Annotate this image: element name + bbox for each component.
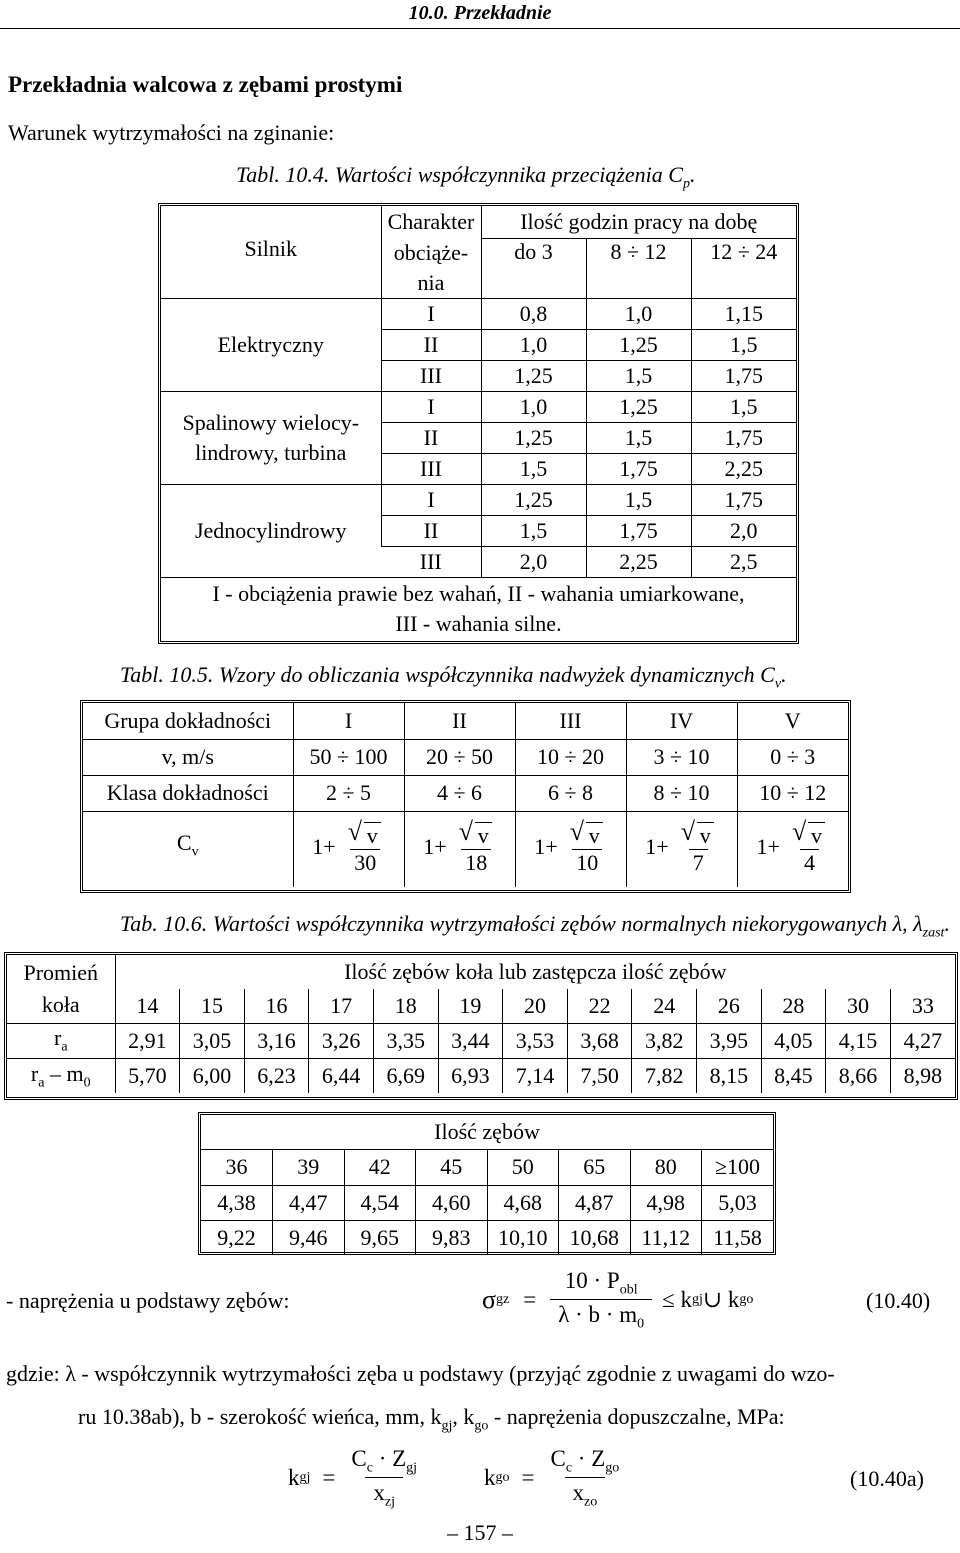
teeth-cell: 15 xyxy=(180,989,245,1023)
teeth-header: Ilość zębów koła lub zastępcza ilość zębów xyxy=(115,955,955,989)
para-line-1: gdzie: λ - współczynnik wytrzymałości zęba u podstawy (przyjąć zgodnie z uwagami do wzo- xyxy=(6,1361,835,1386)
col-char-1: Charakter xyxy=(381,206,481,238)
class-cell: 8 ÷ 10 xyxy=(626,775,737,811)
ra-cell: 3,16 xyxy=(244,1023,309,1058)
ra-cell: 4,54 xyxy=(344,1185,416,1220)
teeth-cell: 42 xyxy=(344,1149,416,1185)
ra-cell: 2,91 xyxy=(115,1023,180,1058)
value-cell: 1,5 xyxy=(481,453,586,484)
value-cell: 1,5 xyxy=(481,515,586,546)
teeth-cell: 28 xyxy=(761,989,826,1023)
table4 xyxy=(201,1115,773,1255)
value-cell: 1,5 xyxy=(691,391,796,422)
ram-cell: 8,66 xyxy=(826,1058,891,1093)
value-cell: 1,25 xyxy=(481,422,586,453)
value-cell: 1,5 xyxy=(691,329,796,360)
table1 xyxy=(161,206,796,641)
value-cell: 1,0 xyxy=(586,298,691,329)
table1-note: I - obciążenia prawie bez wahań, II - wahania umiarkowane, III - wahania silne. xyxy=(161,577,796,641)
ram-cell: 9,83 xyxy=(416,1220,488,1255)
cv-formula: 1+ √ $\frac{v}{18}$ xyxy=(404,811,515,887)
table2-caption: Tabl. 10.5. Wzory do obliczania współczynnika nadwyżek dynamicznych $C_v$. xyxy=(120,662,787,692)
ram-cell: 10,10 xyxy=(487,1220,559,1255)
group-cell: IV xyxy=(626,703,737,739)
teeth-cell: 50 xyxy=(487,1149,559,1185)
ra-cell: 4,05 xyxy=(761,1023,826,1058)
hours-2: 12 ÷ 24 xyxy=(691,238,796,298)
ram-cell: 6,44 xyxy=(309,1058,374,1093)
value-cell: 1,25 xyxy=(586,329,691,360)
value-cell: 1,0 xyxy=(481,329,586,360)
ram-cell: 7,14 xyxy=(503,1058,568,1093)
equation-10-40: σ gz = $\frac{10 \cdot P_{obl}}{\lambda \cdot b \cdot m_0}$ ≤ k gj ∪ k go xyxy=(482,1268,754,1332)
teeth-cell: 14 xyxy=(115,989,180,1023)
teeth-cell: 30 xyxy=(826,989,891,1023)
value-cell: 1,25 xyxy=(481,360,586,391)
ra-cell: 3,68 xyxy=(567,1023,632,1058)
teeth-cell: 65 xyxy=(559,1149,631,1185)
eq1-label: - naprężenia u podstawy zębów: xyxy=(6,1288,290,1313)
engine-elektryczny: Elektryczny xyxy=(161,298,381,391)
ram-cell: 9,22 xyxy=(201,1220,273,1255)
row-label-speed: v, m/s xyxy=(83,739,293,775)
teeth-cell: 16 xyxy=(244,989,309,1023)
teeth-header-2: Ilość zębów xyxy=(201,1115,773,1149)
ram-cell: 7,50 xyxy=(567,1058,632,1093)
ra-label: $r_a$ xyxy=(7,1023,115,1058)
value-cell: 2,25 xyxy=(691,453,796,484)
value-cell: 1,5 xyxy=(586,484,691,515)
ra-cell: 3,05 xyxy=(180,1023,245,1058)
load-class: II xyxy=(381,329,481,360)
table3-caption: Tab. 10.6. Wartości współczynnika wytrzymałości zębów normalnych niekorygowanych λ, $\lambda_{zast}$. xyxy=(120,911,950,941)
ra-cell: 4,87 xyxy=(559,1185,631,1220)
cv-label: $C_v$ xyxy=(83,811,293,887)
class-cell: 10 ÷ 12 xyxy=(737,775,848,811)
ra-cell: 4,98 xyxy=(630,1185,702,1220)
group-cell: I xyxy=(293,703,404,739)
value-cell: 1,5 xyxy=(586,422,691,453)
load-class: II xyxy=(381,422,481,453)
col-radius: Promień koła xyxy=(7,955,115,1023)
value-cell: 0,8 xyxy=(481,298,586,329)
value-cell: 1,5 xyxy=(586,360,691,391)
speed-cell: 10 ÷ 20 xyxy=(515,739,626,775)
value-cell: 1,25 xyxy=(481,484,586,515)
ra-cell: 3,44 xyxy=(438,1023,503,1058)
ram-cell: 6,69 xyxy=(373,1058,438,1093)
ra-cell: 4,38 xyxy=(201,1185,273,1220)
teeth-cell: 80 xyxy=(630,1149,702,1185)
ram-cell: 11,12 xyxy=(630,1220,702,1255)
teeth-cell: 20 xyxy=(503,989,568,1023)
teeth-cell: 19 xyxy=(438,989,503,1023)
ram-cell: 8,45 xyxy=(761,1058,826,1093)
ram-cell: 6,93 xyxy=(438,1058,503,1093)
class-cell: 6 ÷ 8 xyxy=(515,775,626,811)
load-class: III xyxy=(381,360,481,391)
load-class: III xyxy=(381,453,481,484)
hours-0: do 3 xyxy=(481,238,586,298)
cv-formula: 1+ √ $\frac{v}{4}$ xyxy=(737,811,848,887)
speed-cell: 0 ÷ 3 xyxy=(737,739,848,775)
ram-cell: 10,68 xyxy=(559,1220,631,1255)
value-cell: 1,75 xyxy=(691,484,796,515)
ram-label: $r_a - m_0$ xyxy=(7,1058,115,1093)
col-silnik: Silnik xyxy=(244,236,298,261)
engine-spalinowy: Spalinowy wielocy- lindrowy, turbina xyxy=(161,391,381,484)
ram-cell: 5,70 xyxy=(115,1058,180,1093)
teeth-cell: 17 xyxy=(309,989,374,1023)
teeth-cell: 36 xyxy=(201,1149,273,1185)
ra-cell: 3,53 xyxy=(503,1023,568,1058)
value-cell: 1,15 xyxy=(691,298,796,329)
load-class: I xyxy=(381,484,481,515)
ra-cell: 3,35 xyxy=(373,1023,438,1058)
table3 xyxy=(7,955,955,1093)
ram-cell: 9,65 xyxy=(344,1220,416,1255)
page-number: – 157 – xyxy=(447,1520,513,1545)
row-label-group: Grupa dokładności xyxy=(83,703,293,739)
teeth-cell: 22 xyxy=(567,989,632,1023)
ram-cell: 6,23 xyxy=(244,1058,309,1093)
value-cell: 1,75 xyxy=(586,515,691,546)
value-cell: 2,25 xyxy=(586,546,691,577)
page-header: 10.0. Przekładnie xyxy=(408,2,552,24)
equation-kgj: k gj = $\frac{C_c \cdot Z_{gj}}{x_{zj}}$ xyxy=(288,1446,418,1510)
table1-caption: Tabl. 10.4. Wartości współczynnika przeciążenia $C_p$. xyxy=(236,162,696,192)
ra-cell: 4,47 xyxy=(273,1185,345,1220)
ra-cell: 5,03 xyxy=(702,1185,774,1220)
load-class: I xyxy=(381,391,481,422)
ram-cell: 7,82 xyxy=(632,1058,697,1093)
col-hours: Ilość godzin pracy na dobę xyxy=(481,206,796,238)
value-cell: 1,75 xyxy=(691,360,796,391)
teeth-cell: ≥100 xyxy=(702,1149,774,1185)
row-label-class: Klasa dokładności xyxy=(83,775,293,811)
value-cell: 1,75 xyxy=(586,453,691,484)
ra-cell: 4,15 xyxy=(826,1023,891,1058)
ra-cell: 4,60 xyxy=(416,1185,488,1220)
ra-cell: 3,26 xyxy=(309,1023,374,1058)
value-cell: 2,5 xyxy=(691,546,796,577)
group-cell: II xyxy=(404,703,515,739)
para-line-2: ru 10.38ab), b - szerokość wieńca, mm, $k_{gj}$, $k_{go}$ - naprężenia dopuszczalne, MPa: xyxy=(78,1404,785,1434)
teeth-cell: 33 xyxy=(890,989,955,1023)
col-char-3: nia xyxy=(381,268,481,298)
speed-cell: 50 ÷ 100 xyxy=(293,739,404,775)
cv-formula: 1+ √ $\frac{v}{7}$ xyxy=(626,811,737,887)
cv-formula: 1+ √ $\frac{v}{30}$ xyxy=(293,811,404,887)
load-class: III xyxy=(381,546,481,577)
class-cell: 2 ÷ 5 xyxy=(293,775,404,811)
eq2-number: (10.40a) xyxy=(850,1466,924,1491)
section-subheading: Warunek wytrzymałości na zginanie: xyxy=(8,120,335,145)
ram-cell: 8,15 xyxy=(697,1058,762,1093)
table2 xyxy=(83,703,848,887)
teeth-cell: 45 xyxy=(416,1149,488,1185)
ra-cell: 4,68 xyxy=(487,1185,559,1220)
teeth-cell: 18 xyxy=(373,989,438,1023)
ram-cell: 8,98 xyxy=(890,1058,955,1093)
col-char-2: obciąże- xyxy=(381,238,481,268)
section-heading: Przekładnia walcowa z zębami prostymi xyxy=(8,72,403,97)
engine-jednocylindrowy: Jednocylindrowy xyxy=(161,484,381,577)
ra-cell: 4,27 xyxy=(890,1023,955,1058)
ram-cell: 6,00 xyxy=(180,1058,245,1093)
group-cell: V xyxy=(737,703,848,739)
ram-cell: 11,58 xyxy=(702,1220,774,1255)
cv-formula: 1+ √ $\frac{v}{10}$ xyxy=(515,811,626,887)
value-cell: 1,75 xyxy=(691,422,796,453)
hours-1: 8 ÷ 12 xyxy=(586,238,691,298)
teeth-cell: 24 xyxy=(632,989,697,1023)
value-cell: 1,0 xyxy=(481,391,586,422)
class-cell: 4 ÷ 6 xyxy=(404,775,515,811)
group-cell: III xyxy=(515,703,626,739)
header-rule xyxy=(0,28,960,29)
value-cell: 2,0 xyxy=(481,546,586,577)
teeth-cell: 39 xyxy=(273,1149,345,1185)
value-cell: 2,0 xyxy=(691,515,796,546)
speed-cell: 3 ÷ 10 xyxy=(626,739,737,775)
equation-kgo: k go = $\frac{C_c \cdot Z_{go}}{x_{zo}}$ xyxy=(484,1446,620,1510)
value-cell: 1,25 xyxy=(586,391,691,422)
ra-cell: 3,95 xyxy=(697,1023,762,1058)
load-class: II xyxy=(381,515,481,546)
load-class: I xyxy=(381,298,481,329)
teeth-cell: 26 xyxy=(697,989,762,1023)
ram-cell: 9,46 xyxy=(273,1220,345,1255)
speed-cell: 20 ÷ 50 xyxy=(404,739,515,775)
eq1-number: (10.40) xyxy=(866,1288,931,1313)
ra-cell: 3,82 xyxy=(632,1023,697,1058)
